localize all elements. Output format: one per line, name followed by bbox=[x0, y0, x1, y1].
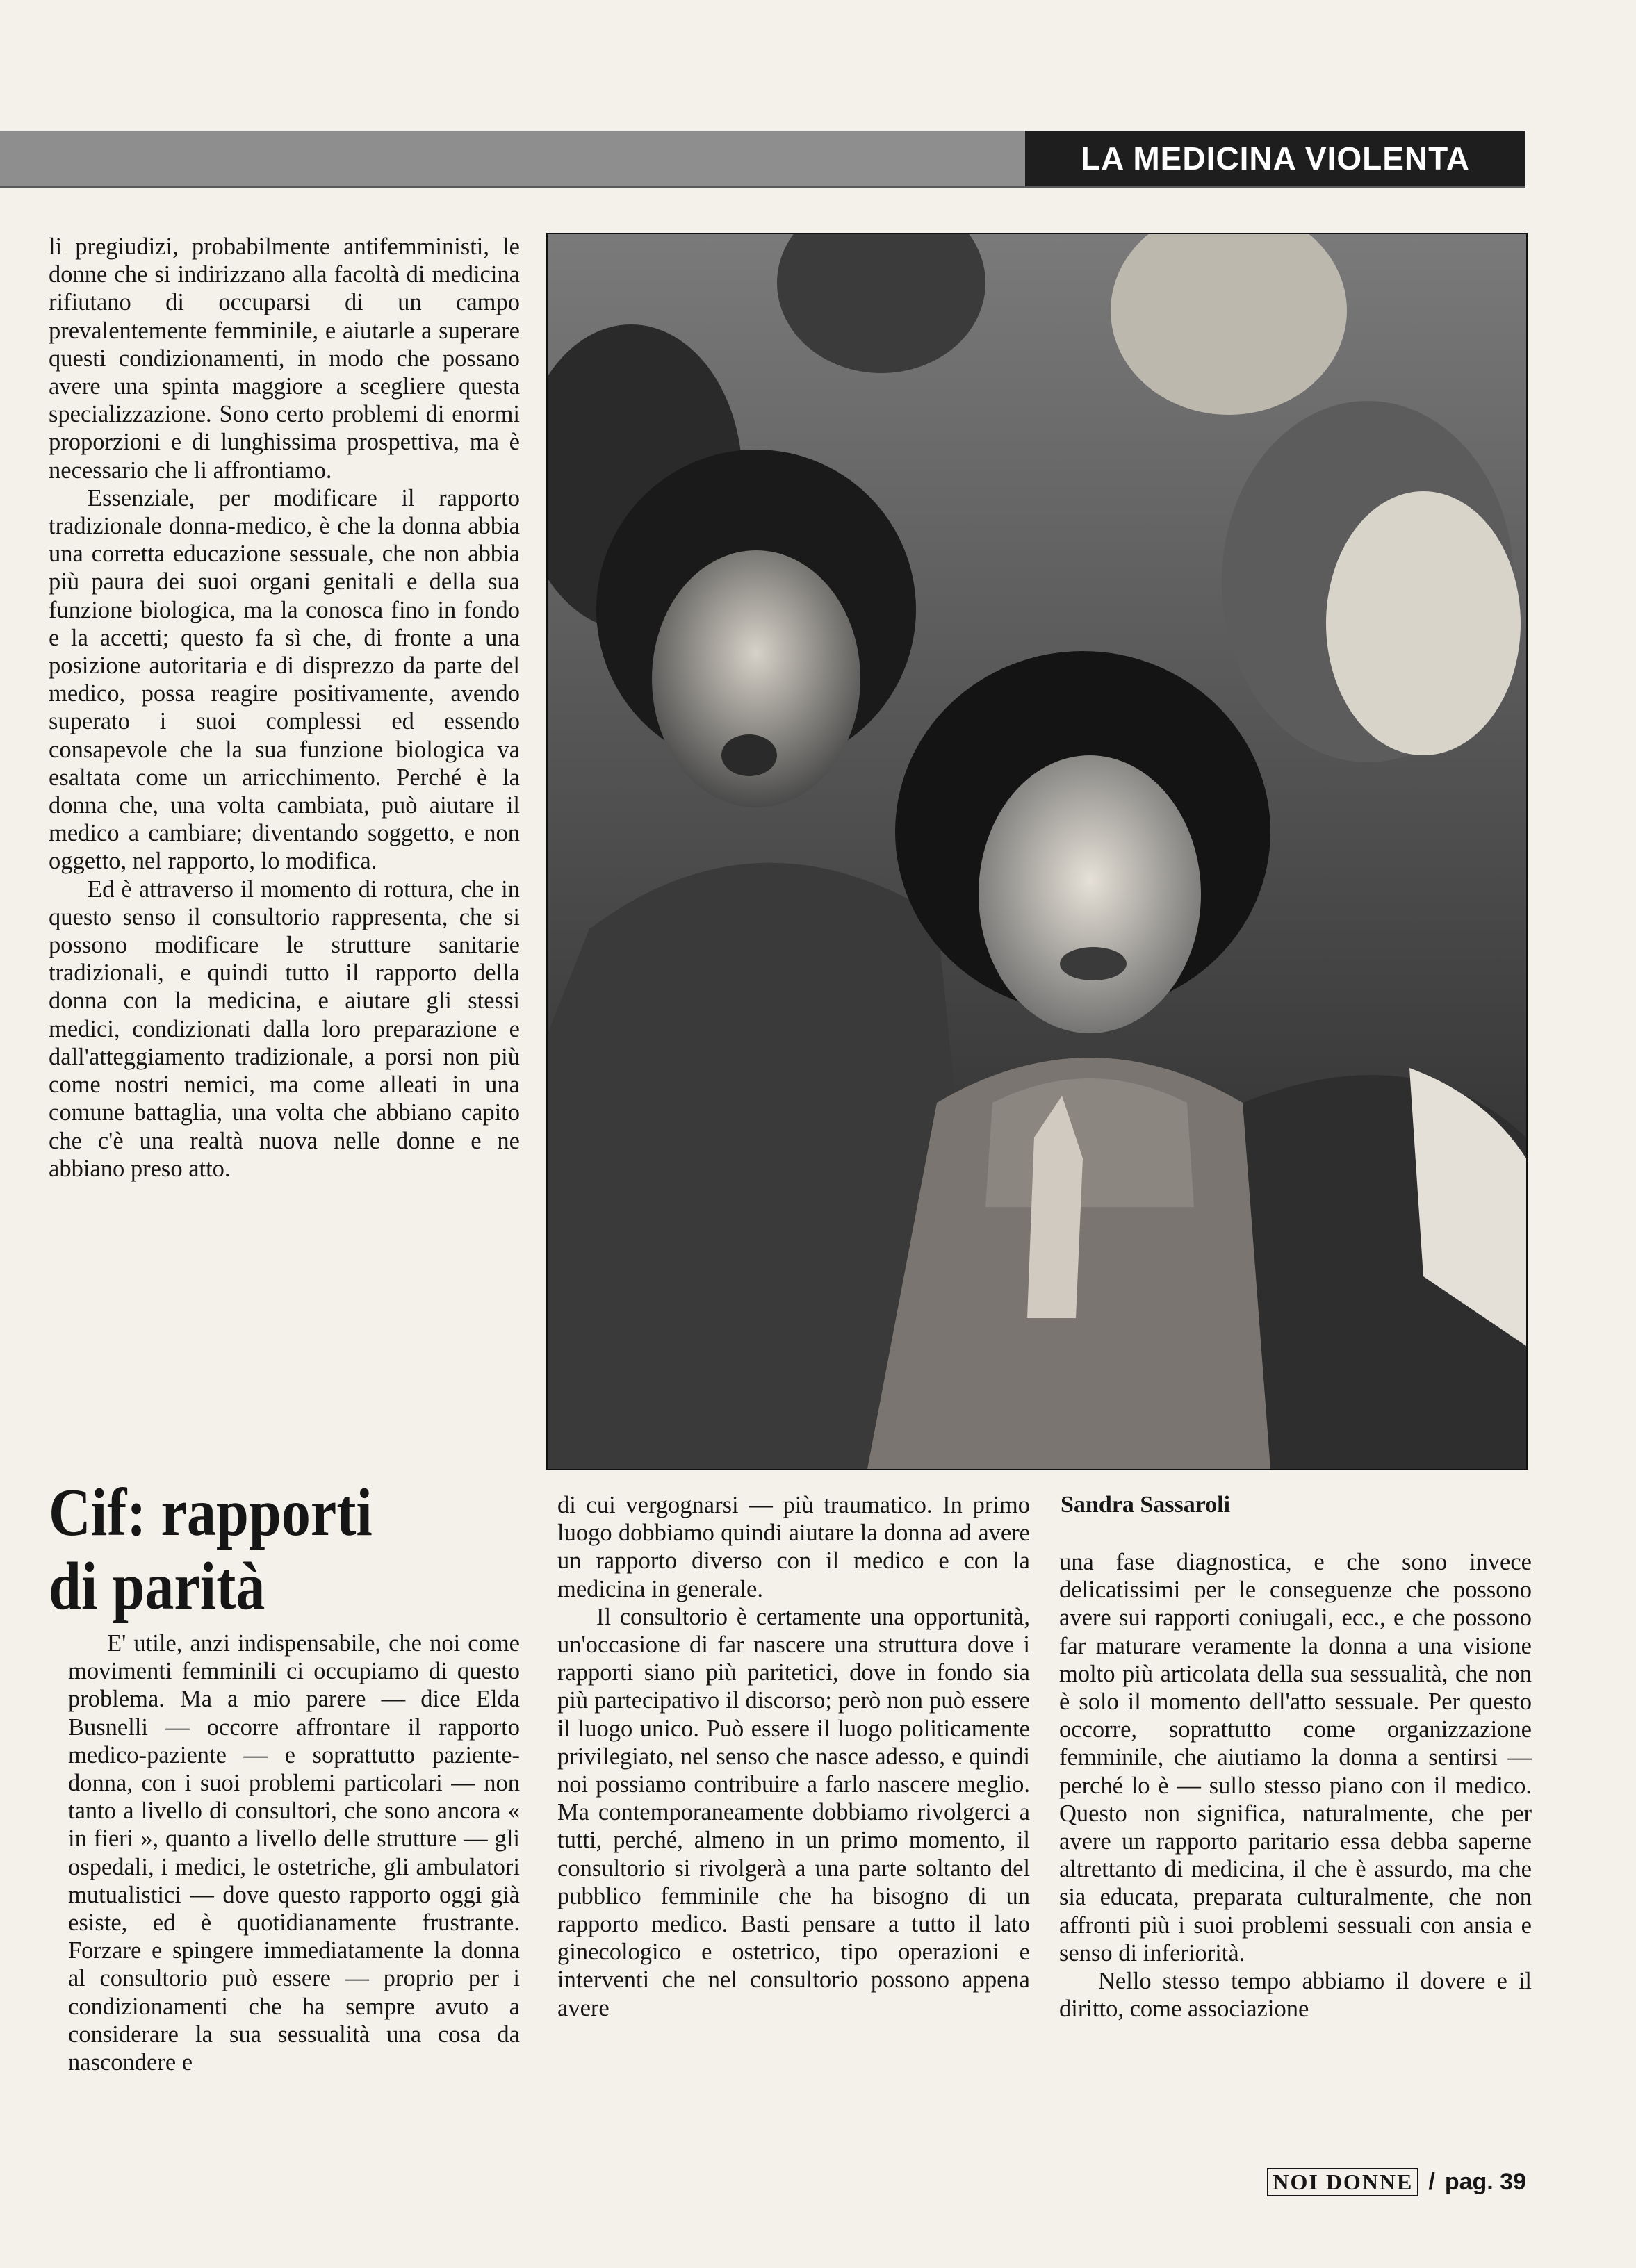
headline-line: Cif: rapporti bbox=[49, 1475, 373, 1550]
section-header-bar bbox=[0, 131, 1525, 188]
article-column-2 bbox=[557, 1491, 1030, 2022]
article-column-3 bbox=[1059, 1548, 1532, 2023]
magazine-logo: NOI DONNE bbox=[1267, 2168, 1418, 2196]
article-column-1 bbox=[68, 1629, 520, 2076]
paragraph: Nello stesso tempo abbiamo il dovere e il diritto, come associazione bbox=[1059, 1968, 1532, 2023]
section-title: LA MEDICINA VIOLENTA bbox=[1025, 131, 1525, 186]
page-number: pag. 39 bbox=[1444, 2169, 1526, 2195]
paragraph: una fase diagnostica, e che sono invece delicatissimi per le conseguenze che possono avere sui rapporti coniugali, ecc., e che possono far maturare veramente la donna a una visione molto più articolata della sua sessualità, che non è solo il momento dell'atto sessuale. Per questo occorre, soprattutto come organizzazione femminile, che aiutiamo la donna a sentirsi — perché lo è — sullo stesso piano con il medico. Questo non significa, naturalmente, che per avere un rapporto paritario essa debba saperne altrettanto di medicina, il che è assurdo, ma che sia educata, preparata culturalmente, che non affronti più i suoi problemi sessuali con ansia e senso di inferiorità. bbox=[1059, 1549, 1532, 1966]
headline-line: di parità bbox=[49, 1549, 265, 1624]
paragraph: E' utile, anzi indispensabile, che noi come movimenti femminili ci occupiamo di questo problema. Ma a mio parere — dice Elda Busnelli — occorre affrontare il rapporto medico-paziente — e soprattutto paziente-donna, con i suoi problemi particolari — non tanto a livello di consultori, che sono ancora « in fieri », quanto a livello delle strutture — gli ospedali, i medici, le ostetriche, gli ambulatori mutualistici — dove questo rapporto oggi già esiste, ed è quotidianamente frustrante. Forzare e spingere immediatamente la donna al consultorio può essere — proprio per i condizionamenti che ha sempre avuto a considerare la sua sessualità una cosa da nascondere e bbox=[68, 1630, 520, 2076]
paragraph: Il consultorio è certamente una opportunità, un'occasione di far nascere una struttura dove i rapporti siano più paritetici, dove in fondo sia più partecipativo il discorso; però non può essere il luogo unico. Può essere il luogo politicamente privilegiato, nel senso che nasce adesso, e quindi noi possiamo contribuire a farlo nascere meglio. Ma contemporaneamente dobbiamo rivolgerci a tutti, perché, almeno in un primo momento, il consultorio si rivolgerà a una parte soltanto del pubblico femminile che ha bisogno di un rapporto medico. Basti pensare a tutto il lato ginecologico e ostetrico, tipo operazioni e interventi che nel consultorio possono appena avere bbox=[557, 1603, 1030, 2021]
paragraph: di cui vergognarsi — più traumatico. In primo luogo dobbiamo quindi aiutare la donna ad avere un rapporto diverso con il medico e con la medicina in generale. bbox=[557, 1492, 1030, 1602]
paragraph: li pregiudizi, probabilmente antifemministi, le donne che si indirizzano alla facoltà di medicina rifiutano di occuparsi di un campo prevalentemente femminile, e aiutarle a superare questi condizionamenti, in modo che possano avere una spinta maggiore a scegliere questa specializzazione. Sono certo problemi di enormi proporzioni e di lunghissima prospettiva, ma è necessario che li affrontiamo. bbox=[49, 233, 520, 484]
page-footer bbox=[1267, 2168, 1526, 2196]
footer-separator: / bbox=[1428, 2169, 1435, 2195]
photo-illustration bbox=[548, 234, 1526, 1469]
protest-photo bbox=[546, 233, 1528, 1470]
article-headline bbox=[49, 1476, 467, 1623]
photo-credit: Sandra Sassaroli bbox=[1061, 1492, 1231, 1518]
paragraph: Ed è attraverso il momento di rottura, che in questo senso il consultorio rappresenta, che si possono modificare le strutture sanitarie tradizionali, e quindi tutto il rapporto della donna con la medicina, e aiutare gli stessi medici, condizionati dalla loro preparazione e dall'atteggiamento tradizionale, a porsi non più come nostri nemici, ma come alleati in una comune battaglia, una volta che abbiano capito che c'è una realtà nuova nelle donne e ne abbiano preso atto. bbox=[49, 876, 520, 1182]
paragraph: Essenziale, per modificare il rapporto tradizionale donna-medico, è che la donna abbia una corretta educazione sessuale, che non abbia più paura dei suoi organi genitali e della sua funzione biologica, ma la conosca fino in fondo e la accetti; questo fa sì che, di fronte a una posizione autoritaria e di disprezzo da parte del medico, possa reagire positivamente, avendo superato i suoi complessi ed essendo consapevole che la sua funzione biologica va esaltata come un arricchimento. Perché è la donna che, una volta cambiata, può aiutare il medico a cambiare; diventando soggetto, e non oggetto, nel rapporto, lo modifica. bbox=[49, 484, 520, 875]
article-top-column bbox=[49, 233, 520, 1183]
